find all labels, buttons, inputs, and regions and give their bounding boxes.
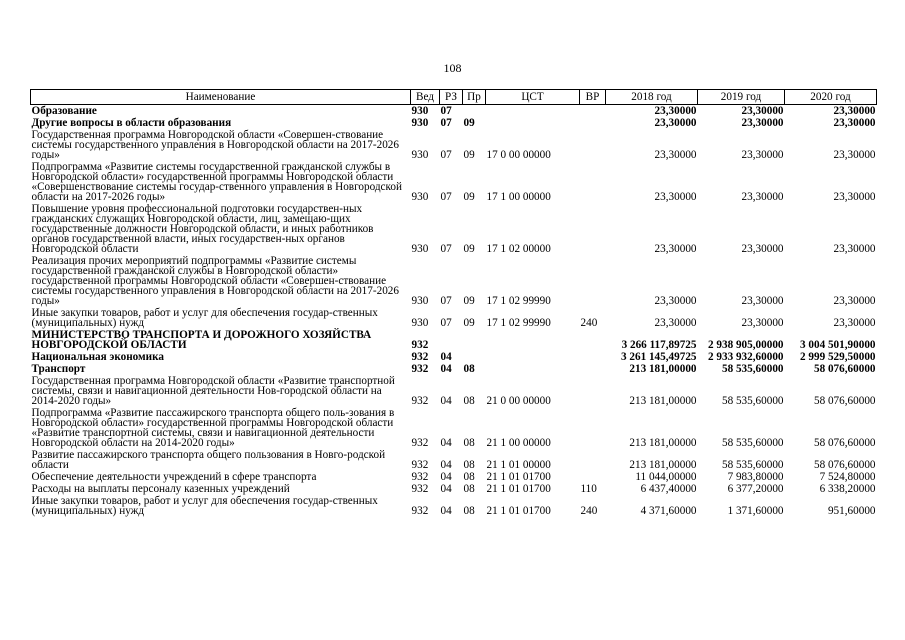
table-row [31, 375, 877, 407]
cell-2020: 23,30000 [833, 243, 876, 255]
cell-pr: 08 [463, 471, 475, 483]
cell-cst [486, 363, 580, 375]
cell-2019: 2 933 932,60000 [707, 351, 784, 363]
cell-ved: 932 [411, 339, 429, 351]
cell-cst: 21 1 01 01700 [486, 505, 551, 517]
cell-cst: 21 1 00 00000 [486, 437, 551, 449]
cell-name: Государственная программа Новгородской области «Развитие транспортной системы, связи и навигационной деятельности Нов-городской области на 2014-2020 годы» [31, 375, 395, 407]
cell-2020: 58 076,60000 [813, 459, 876, 471]
cell-2018: 23,30000 [654, 105, 697, 117]
cell-2018: 3 266 117,89725 [621, 339, 697, 351]
cell-ved: 932 [411, 483, 429, 495]
cell-2020: 951,60000 [827, 505, 876, 517]
header-name: Наименование [31, 90, 411, 105]
cell-ved: 930 [411, 317, 429, 329]
cell-2019: 23,30000 [741, 317, 784, 329]
cell-rz: 07 [440, 105, 452, 117]
cell-2018: 11 044,00000 [635, 471, 697, 483]
budget-table [30, 89, 877, 517]
header-2018: 2018 год [606, 90, 698, 105]
cell-ved: 930 [411, 117, 429, 129]
table-row [31, 329, 877, 351]
cell-2020: 3 004 501,90000 [799, 339, 876, 351]
cell-name: Повышение уровня профессиональной подготовки государствен-ных гражданских служащих Новгородской области, лиц, замещаю-щих государственные должности Новгородской области, и иных работников органов государственной власти, иных государствен-ных органов Новгородской области [31, 203, 374, 255]
cell-vr [580, 375, 606, 407]
cell-cst [486, 117, 580, 129]
cell-2018: 23,30000 [654, 317, 697, 329]
cell-2018: 3 261 145,49725 [620, 351, 697, 363]
header-pr: Пр [463, 90, 486, 105]
table-row [31, 255, 877, 307]
cell-2020: 6 338,20000 [819, 483, 876, 495]
cell-vr: 110 [580, 483, 597, 495]
cell-vr [580, 105, 606, 118]
cell-ved: 930 [411, 295, 429, 307]
cell-2019: 58 535,60000 [721, 437, 784, 449]
table-row [31, 307, 877, 329]
cell-2020: 2 999 529,50000 [799, 351, 876, 363]
cell-2020: 58 076,60000 [813, 437, 876, 449]
table-row [31, 351, 877, 363]
cell-pr: 08 [463, 363, 475, 375]
table-row [31, 129, 877, 161]
cell-ved: 932 [411, 363, 429, 375]
cell-2018: 23,30000 [654, 117, 697, 129]
cell-cst: 21 1 01 00000 [486, 459, 551, 471]
cell-name: Реализация прочих мероприятий подпрограммы «Развитие системы государственной гражданской службы в Новгородской области» государственной программы Новгородской области «Совершен-ствование системы государственного управления в Новгородской области на 2017-2026 годы» [31, 255, 399, 307]
table-row [31, 105, 877, 118]
cell-cst: 17 1 00 00000 [486, 191, 551, 203]
cell-pr: 08 [463, 505, 475, 517]
cell-2020: 23,30000 [833, 191, 876, 203]
cell-2020: 58 076,60000 [813, 395, 876, 407]
table-row [31, 117, 877, 129]
cell-cst: 17 1 02 99990 [486, 295, 551, 307]
cell-name: Другие вопросы в области образования [31, 117, 232, 129]
cell-vr [580, 407, 606, 449]
cell-name: Национальная экономика [31, 351, 164, 363]
cell-ved: 930 [411, 149, 429, 161]
cell-2018: 213 181,00000 [629, 437, 697, 449]
cell-rz: 07 [440, 243, 452, 255]
cell-rz: 07 [440, 317, 452, 329]
cell-ved: 930 [411, 191, 429, 203]
cell-pr [463, 351, 486, 363]
table-body [31, 105, 877, 518]
cell-ved: 932 [411, 395, 429, 407]
cell-pr: 08 [463, 459, 475, 471]
table-row [31, 471, 877, 483]
cell-pr: 08 [463, 437, 475, 449]
cell-2018: 6 437,40000 [640, 483, 697, 495]
cell-2020: 23,30000 [833, 149, 876, 161]
cell-2018: 213 181,00000 [629, 363, 697, 375]
cell-2019: 23,30000 [741, 117, 784, 129]
cell-2020: 23,30000 [833, 105, 876, 117]
cell-2018: 23,30000 [654, 295, 697, 307]
cell-vr [580, 471, 606, 483]
cell-cst: 21 1 01 01700 [486, 471, 551, 483]
cell-2019: 58 535,60000 [721, 363, 784, 375]
cell-2018: 23,30000 [654, 191, 697, 203]
cell-2020: 23,30000 [833, 117, 876, 129]
cell-cst [486, 105, 580, 118]
cell-cst: 21 0 00 00000 [486, 395, 551, 407]
cell-pr [463, 329, 486, 351]
cell-name: Образование [31, 105, 97, 117]
cell-2019: 23,30000 [741, 149, 784, 161]
header-ved: Вед [411, 90, 440, 105]
cell-name: Расходы на выплаты персоналу казенных учреждений [31, 483, 290, 495]
cell-cst: 17 0 00 00000 [486, 149, 551, 161]
cell-ved: 932 [411, 505, 429, 517]
cell-rz: 04 [440, 483, 452, 495]
cell-vr [580, 329, 606, 351]
cell-vr [580, 351, 606, 363]
cell-2020: 23,30000 [833, 317, 876, 329]
cell-name: Подпрограмма «Развитие пассажирского транспорта общего поль-зования в Новгородской области» государственной программы Новгородской области «Развитие транспортной системы, связи и навигационной деятельности Новгородской области на 2014-2020 годы» [31, 407, 395, 449]
cell-2020: 7 524,80000 [819, 471, 876, 483]
cell-2019: 2 938 905,00000 [707, 339, 784, 351]
cell-2020: 23,30000 [833, 295, 876, 307]
cell-cst [486, 329, 580, 351]
cell-pr: 09 [463, 117, 475, 129]
cell-rz: 04 [440, 395, 452, 407]
cell-cst [486, 351, 580, 363]
cell-2019: 1 371,60000 [727, 505, 784, 517]
cell-vr [580, 203, 606, 255]
cell-2018: 23,30000 [654, 149, 697, 161]
cell-pr [463, 105, 486, 118]
page-number: 108 [443, 61, 462, 75]
cell-pr: 09 [463, 295, 475, 307]
cell-rz: 04 [440, 459, 452, 471]
cell-2019: 23,30000 [741, 295, 784, 307]
cell-pr: 09 [463, 149, 475, 161]
cell-ved: 932 [411, 437, 429, 449]
cell-ved: 930 [411, 243, 429, 255]
cell-rz: 04 [440, 351, 452, 363]
header-2020: 2020 год [785, 90, 877, 105]
cell-name: Подпрограмма «Развитие системы государственной гражданской службы в Новгородской области» государственной программы Новгородской области «Совершенствование системы государ-ственного управления в Новгородской области на 2017-2026 годы» [31, 161, 402, 203]
cell-cst: 21 1 01 01700 [486, 483, 551, 495]
cell-name: Транспорт [31, 363, 86, 375]
cell-vr: 240 [580, 505, 598, 517]
table-row [31, 495, 877, 517]
cell-2019: 23,30000 [741, 191, 784, 203]
cell-vr [580, 255, 606, 307]
table-row [31, 203, 877, 255]
cell-rz: 04 [440, 505, 452, 517]
cell-vr [580, 161, 606, 203]
cell-cst: 17 1 02 00000 [486, 243, 551, 255]
cell-2019: 6 377,20000 [727, 483, 784, 495]
cell-rz [440, 329, 463, 351]
cell-2018: 23,30000 [654, 243, 697, 255]
cell-vr [580, 129, 606, 161]
cell-vr [580, 363, 606, 375]
table-row [31, 449, 877, 471]
header-rz: РЗ [440, 90, 463, 105]
cell-ved: 932 [411, 471, 429, 483]
header-vr: ВР [580, 90, 606, 105]
cell-2019: 7 983,80000 [727, 471, 784, 483]
table-header-row [31, 90, 877, 105]
cell-pr: 09 [463, 191, 475, 203]
cell-name: Развитие пассажирского транспорта общего пользования в Новго-родской области [31, 449, 386, 471]
cell-rz: 04 [440, 437, 452, 449]
cell-rz: 07 [440, 191, 452, 203]
cell-2018: 213 181,00000 [629, 395, 697, 407]
cell-name: МИНИСТЕРСТВО ТРАНСПОРТА И ДОРОЖНОГО ХОЗЯЙСТВА НОВГОРОДСКОЙ ОБЛАСТИ [31, 329, 372, 351]
cell-vr: 240 [580, 317, 598, 329]
cell-ved: 930 [411, 105, 429, 117]
cell-rz: 07 [440, 117, 452, 129]
cell-pr: 08 [463, 395, 475, 407]
table-row [31, 407, 877, 449]
cell-rz: 07 [440, 149, 452, 161]
cell-2019: 23,30000 [741, 105, 784, 117]
cell-name: Государственная программа Новгородской области «Совершен-ствование системы государственного управления в Новгородской области на 2017-2026 годы» [31, 129, 399, 161]
cell-2018: 213 181,00000 [629, 459, 697, 471]
cell-2019: 58 535,60000 [721, 395, 784, 407]
table-row [31, 483, 877, 495]
cell-cst: 17 1 02 99990 [486, 317, 551, 329]
cell-rz: 07 [440, 295, 452, 307]
cell-2019: 23,30000 [741, 243, 784, 255]
cell-name: Иные закупки товаров, работ и услуг для обеспечения государ-ственных (муниципальных) нужд [31, 495, 378, 517]
cell-2020: 58 076,60000 [813, 363, 876, 375]
cell-ved: 932 [411, 459, 429, 471]
cell-name: Обеспечение деятельности учреждений в сфере транспорта [31, 471, 317, 483]
cell-rz: 04 [440, 471, 452, 483]
cell-2019: 58 535,60000 [721, 459, 784, 471]
header-2019: 2019 год [698, 90, 785, 105]
cell-vr [580, 449, 606, 471]
cell-vr [580, 117, 606, 129]
table-row [31, 161, 877, 203]
header-cst: ЦСТ [486, 90, 580, 105]
cell-name: Иные закупки товаров, работ и услуг для обеспечения государ-ственных (муниципальных) нужд [31, 307, 378, 329]
cell-ved: 932 [411, 351, 429, 363]
cell-pr: 09 [463, 243, 475, 255]
cell-2018: 4 371,60000 [640, 505, 697, 517]
table-row [31, 363, 877, 375]
cell-rz: 04 [440, 363, 452, 375]
cell-pr: 08 [463, 483, 475, 495]
cell-pr: 09 [463, 317, 475, 329]
